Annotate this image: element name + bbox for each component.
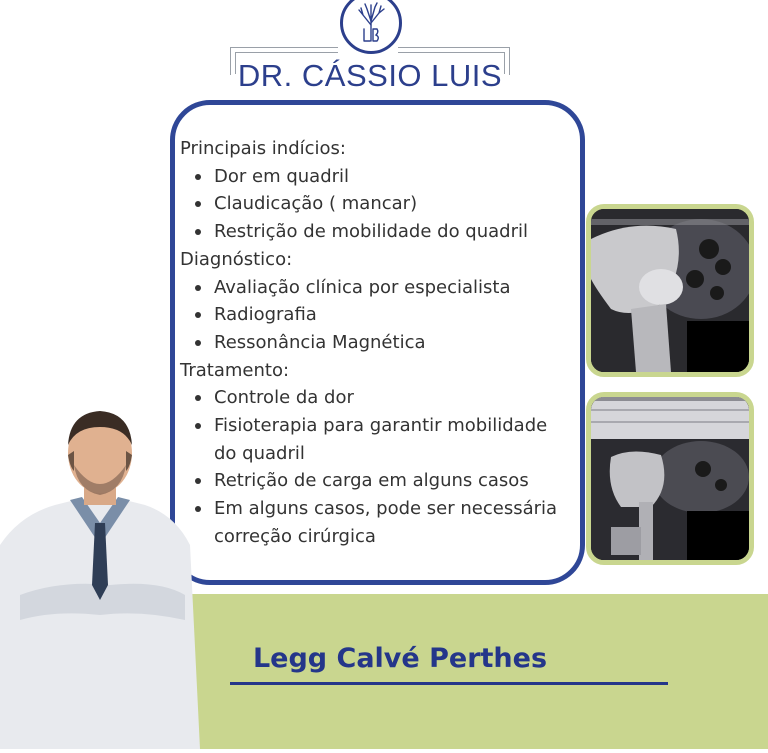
list-item: Claudicação ( mancar) <box>180 190 570 218</box>
info-card-content <box>180 135 570 551</box>
xray-image-pelvis <box>586 204 754 377</box>
list-item: Ressonância Magnética <box>180 329 570 357</box>
list-item: Dor em quadril <box>180 163 570 191</box>
frame-line-top-right <box>398 47 510 48</box>
list-item: Avaliação clínica por especialista <box>180 274 570 302</box>
doctor-portrait <box>0 405 200 749</box>
list-item: Retrição de carga em alguns casos <box>180 467 570 495</box>
section-heading-tratamento: Tratamento: <box>180 359 290 381</box>
frame-line-inner-top-left <box>235 52 338 53</box>
list-item: Restrição de mobilidade do quadril <box>180 218 570 246</box>
list-indicios <box>180 163 570 246</box>
topic-title: Legg Calvé Perthes <box>252 643 548 674</box>
brand-title: DR. CÁSSIO LUIS <box>237 58 503 93</box>
list-diagnostico <box>180 274 570 357</box>
section-heading-diagnostico: Diagnóstico: <box>180 248 293 270</box>
section-heading-indicios: Principais indícios: <box>180 138 346 159</box>
list-item: Fisioterapia para garantir mobilidade do quadril <box>180 412 570 467</box>
list-tratamento <box>180 384 570 550</box>
topic-underline <box>230 682 668 685</box>
xray-image-pelvis-followup <box>586 392 754 565</box>
list-item: Controle da dor <box>180 384 570 412</box>
list-item: Radiografia <box>180 301 570 329</box>
frame-line-inner-top-right <box>398 52 505 53</box>
list-item: Em alguns casos, pode ser necessária correção cirúrgica <box>180 495 570 550</box>
tree-monogram-icon <box>340 0 402 54</box>
frame-line-top-left <box>230 47 338 48</box>
